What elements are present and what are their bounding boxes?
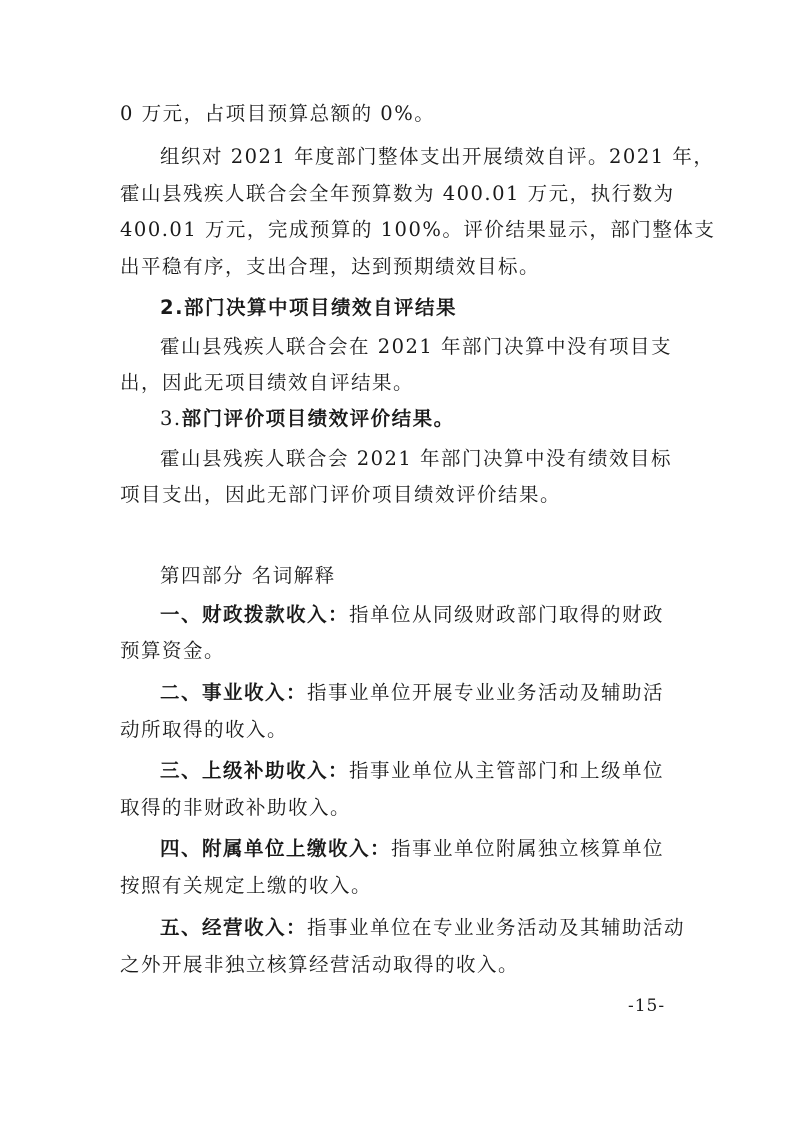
paragraph-line: 霍山县残疾人联合会全年预算数为 400.01 万元，执行数为 (120, 182, 675, 205)
paragraph-line: 组织对 2021 年度部门整体支出开展绩效自评。2021 年， (160, 145, 715, 168)
heading-text: 部门评价项目绩效评价结果。 (181, 407, 455, 430)
paragraph-line: 预算资金。 (120, 639, 226, 662)
paragraph-line: 项目支出，因此无部门评价项目绩效评价结果。 (120, 483, 562, 506)
part-heading: 第四部分 名词解释 (160, 564, 336, 587)
definition-term: 三、上级补助收入： (160, 759, 350, 782)
paragraph-line: 400.01 万元，完成预算的 100%。评价结果显示，部门整体支 (120, 218, 716, 241)
section-heading: 2.部门决算中项目绩效自评结果 (160, 296, 457, 319)
definition-text: 指事业单位从主管部门和上级单位 (349, 759, 665, 782)
definition-text: 指事业单位附属独立核算单位 (391, 837, 665, 860)
paragraph-line: 动所取得的收入。 (120, 718, 289, 741)
paragraph-line: 0 万元，占项目预算总额的 0%。 (120, 102, 436, 125)
definition-text: 指事业单位开展专业业务活动及辅助活 (307, 681, 665, 704)
definition-term: 一、财政拨款收入： (160, 603, 350, 626)
paragraph-line: 之外开展非独立核算经营活动取得的收入。 (120, 953, 520, 976)
paragraph-line: 霍山县残疾人联合会在 2021 年部门决算中没有项目支 (160, 335, 673, 358)
paragraph-line: 取得的非财政补助收入。 (120, 796, 352, 819)
section-heading (160, 405, 455, 433)
definition-line (160, 679, 664, 707)
definition-term: 二、事业收入： (160, 681, 308, 704)
paragraph-line: 霍山县残疾人联合会 2021 年部门决算中没有绩效目标 (160, 447, 673, 470)
heading-number: 3. (160, 407, 182, 430)
paragraph-line: 按照有关规定上缴的收入。 (120, 874, 373, 897)
definition-text: 指事业单位在专业业务活动及其辅助活动 (307, 916, 686, 939)
definition-line (160, 757, 664, 785)
definition-term: 五、经营收入： (160, 916, 308, 939)
paragraph-line: 出，因此无项目绩效自评结果。 (120, 371, 415, 394)
paragraph-line: 出平稳有序，支出合理，达到预期绩效目标。 (120, 255, 541, 278)
definition-line (160, 835, 664, 863)
page-number: -15- (628, 996, 666, 1016)
definition-line (160, 914, 685, 942)
definition-term: 四、附属单位上缴收入： (160, 837, 392, 860)
definition-text: 指单位从同级财政部门取得的财政 (349, 603, 665, 626)
definition-line (160, 601, 664, 629)
